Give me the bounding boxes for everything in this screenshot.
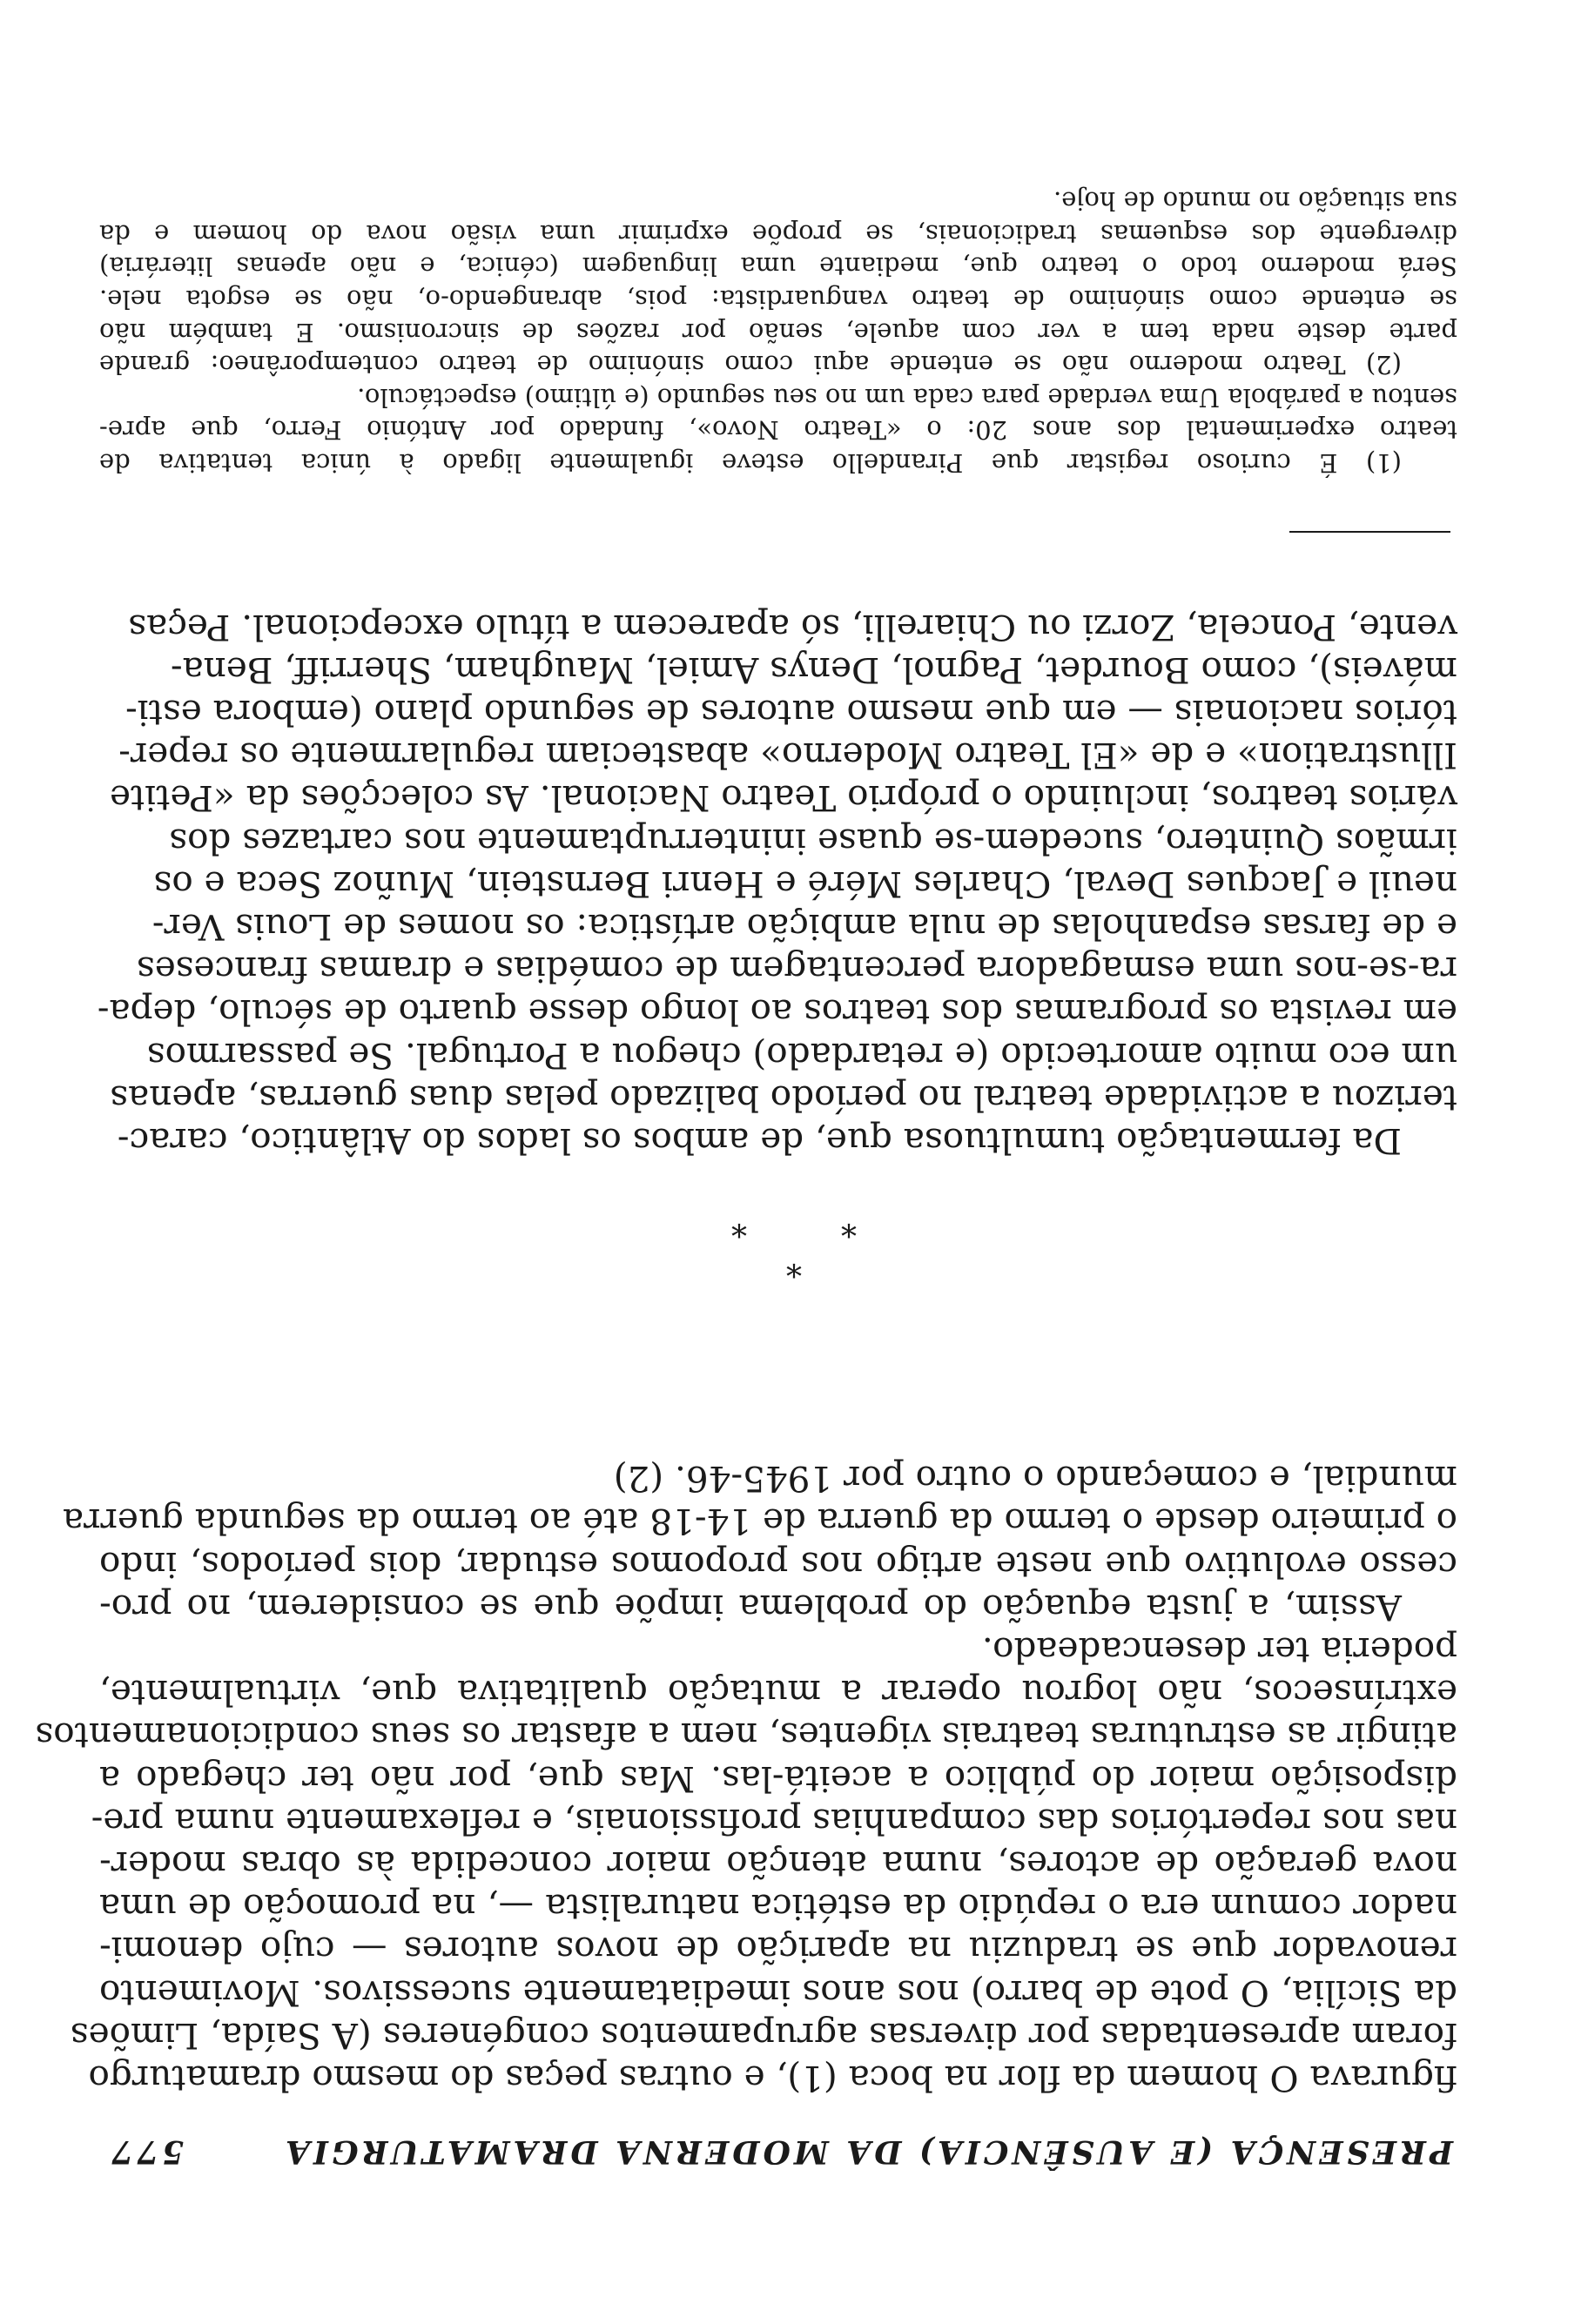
page-number: 577 (108, 2133, 185, 2170)
text-line: ra-se-nos uma esmagadora percentagem de comédias e dramas franceses (136, 949, 1457, 991)
text-line: vente, Poncela, Zorzi ou Chiarelli, só aparecem a título excepcional. Peças (128, 606, 1457, 648)
footnote-line: (2) Teatro moderno não se entende aqui como sinónimo de teatro contemporâneo: grande (99, 350, 1402, 380)
asterisk: * (841, 1206, 857, 1242)
footnote-line: Será moderno todo o teatro que, mediante uma linguagem (cénica, e não apenas literária) (99, 252, 1457, 282)
text-line: extrínsecos, não logrou operar a mutação qualitativa que, virtualmente, (99, 1672, 1457, 1715)
section-paragraph (99, 605, 1457, 1162)
text-line: foram apresentadas por diversas agrupamentos congéneres (A Saída, Limões (70, 2014, 1457, 2057)
running-title: PRESENÇA (E AUSÊNCIA) DA MODERNA DRAMATURGIA (282, 2133, 1453, 2170)
text-line: cesso evolutivo que neste artigo nos propomos estudar, dois períodos, indo (99, 1543, 1457, 1586)
footnote-line: parte deste nada tem a ver com aquele, senão por razões de sincronismo. E também não (99, 317, 1457, 347)
text-line: o primeiro desde o termo da guerra de 14-18 até ao termo da segunda guerra (63, 1501, 1457, 1543)
text-line: em revista os programas dos teatros ao longo desse quarto de século, depa- (97, 991, 1457, 1034)
asterisk: * (786, 1246, 802, 1282)
footnote-line: divergente dos esquemas tradicionais, se propõe exprimir uma visão nova do homem e da (99, 218, 1457, 249)
text-line: Da fermentação tumultuosa que, de ambos os lados do Atlântico, carac- (117, 1120, 1402, 1162)
footnote-line: sentou a parábola Uma verdade para cada um no seu segundo (e último) espectáculo. (357, 382, 1457, 413)
text-line: Illustration» e de «El Teatro Moderno» abasteciam regularmente os reper- (118, 735, 1457, 777)
asterisk: * (731, 1206, 747, 1242)
running-header (108, 2126, 1453, 2178)
text-line: atingir as estruturas teatrais vigentes, nem a afastar os seus condicionamentos (35, 1715, 1457, 1757)
text-line: terizou a actividade teatral no período balizado pelas duas guerras, apenas (110, 1077, 1457, 1119)
footnote-line: (1) É curioso registar que Pirandello esteve igualmente ligado à única tentativa de (99, 448, 1402, 478)
text-line: irmãos Quintero, sucedem-se quase ininterruptamente nos cartazes dos (169, 820, 1457, 863)
text-line: renovador que se traduziu na aparição de novos autores — cujo denomi- (99, 1929, 1457, 1971)
text-line: neuil e Jacques Deval, Charles Méré e Henri Bernstein, Muñoz Seca e os (153, 863, 1457, 905)
footnotes (99, 185, 1457, 479)
text-line: nova geração de actores, numa atenção maior concedida às obras moder- (99, 1843, 1457, 1885)
text-line: um eco muito amortecido (e retardado) chegou a Portugal. Se passarmos (146, 1034, 1457, 1077)
footnote-rule (1289, 531, 1450, 533)
footnote-line: se entende como sinónimo de teatro vanguardista: pois, abrangendo-o, não se esgota nele. (99, 285, 1457, 315)
footnote-line: teatro experimental dos anos 20: o «Teatro Novo», fundado por António Ferro, que apre- (99, 415, 1457, 446)
text-line: máveis), como Bourdet, Pagnol, Denys Amiel, Maugham, Sherriff, Bena- (170, 648, 1457, 691)
text-line: nas nos repertórios das companhias profissionais, e reflexamente numa pre- (91, 1800, 1457, 1843)
text-line: disposição maior do público a aceitá-las. Mas que, por não ter chegado a (99, 1757, 1457, 1800)
footnote-line: sua situação no mundo de hoje. (1053, 186, 1457, 217)
section-separator (0, 1184, 1588, 1280)
text-line: nador comum era o repúdio da estética naturalista —, na promoção de uma (99, 1886, 1457, 1929)
text-line: e de farsas espanholas de nula ambição artística: os nomes de Louis Ver- (151, 905, 1457, 948)
paragraph-continuation (35, 1457, 1457, 2099)
text-line: figurava O homem da flor na boca (1), e outras peças do mesmo dramaturgo (88, 2058, 1457, 2099)
text-line: vários teatros, incluindo o próprio Teatro Nacional. As colecções da «Petite (110, 777, 1457, 820)
text-line: tórios nacionais — em que mesmo autores de segundo plano (embora esti- (125, 691, 1457, 734)
text-line: Assim, a justa equação do problema impõe que se considerem, no pro- (99, 1586, 1402, 1629)
text-line: mundial, e começando o outro por 1945-46. (2) (613, 1458, 1457, 1501)
text-line: poderia ter desencadeado. (981, 1629, 1457, 1671)
text-line: da Sicília, O pote de barro) nos anos imediatamente sucessivos. Movimento (99, 1971, 1457, 2014)
